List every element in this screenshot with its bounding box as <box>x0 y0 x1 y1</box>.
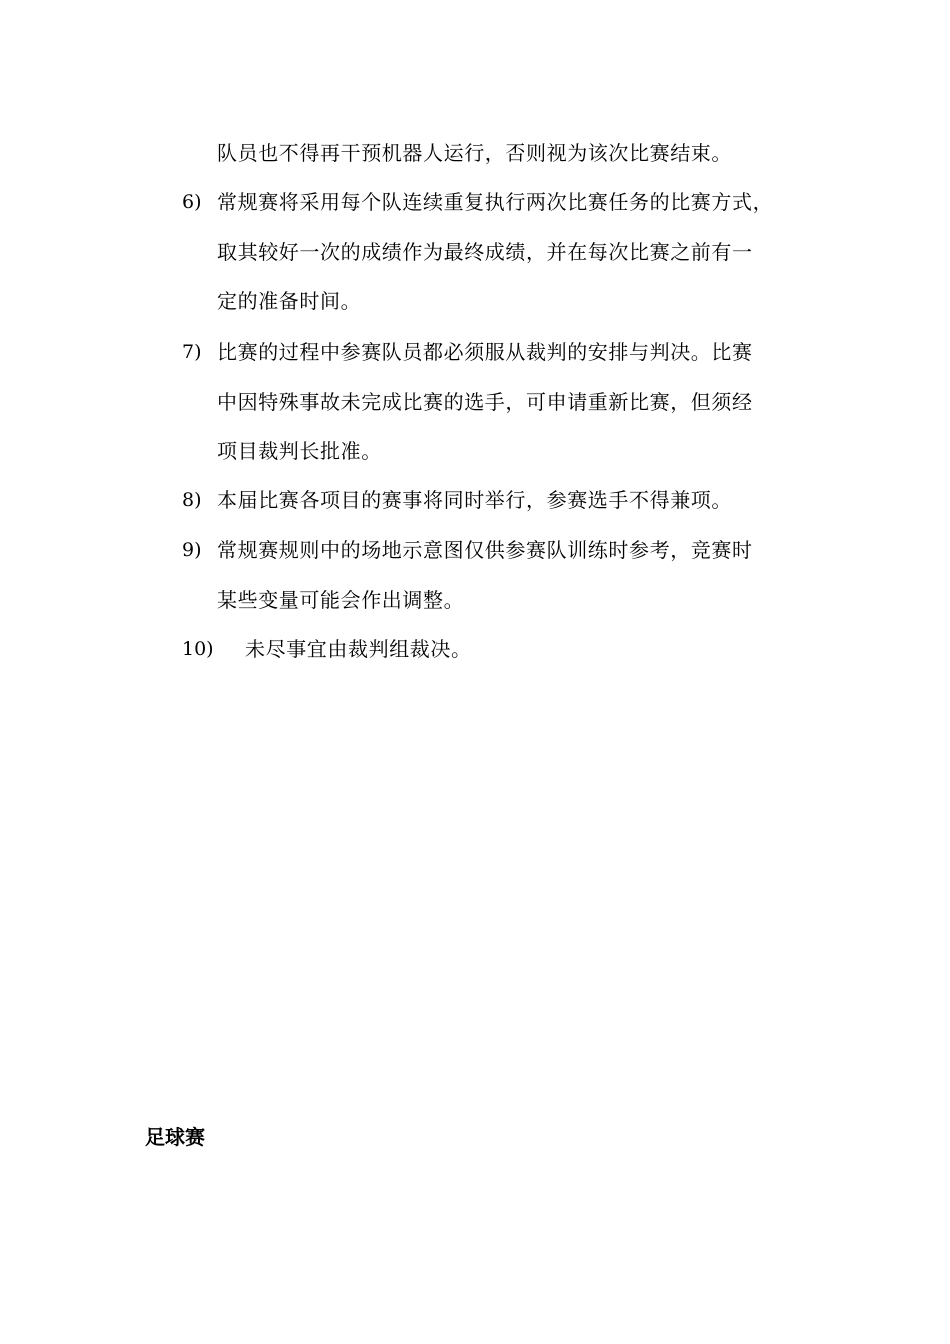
item-6-line-3: 定的准备时间。 <box>217 289 362 313</box>
item-6-number: 6) <box>182 191 202 213</box>
continuation-line: 队员也不得再干预机器人运行，否则视为该次比赛结束。 <box>217 141 732 165</box>
item-9-line-1: 常规赛规则中的场地示意图仅供参赛队训练时参考，竞赛时 <box>217 538 753 562</box>
item-7-line-2: 中因特殊事故未完成比赛的选手，可申请重新比赛，但须经 <box>217 390 753 414</box>
section-heading: 足球赛 <box>145 1125 205 1149</box>
item-8-line-1: 本届比赛各项目的赛事将同时举行，参赛选手不得兼项。 <box>217 488 732 512</box>
item-7-line-3: 项目裁判长批准。 <box>217 439 382 463</box>
item-7-line-1: 比赛的过程中参赛队员都必须服从裁判的安排与判决。比赛 <box>217 340 753 364</box>
item-6-line-1: 常规赛将采用每个队连续重复执行两次比赛任务的比赛方式， <box>217 190 774 214</box>
item-9-number: 9) <box>182 539 202 561</box>
item-7-number: 7) <box>182 341 202 363</box>
item-9-line-2: 某些变量可能会作出调整。 <box>217 588 465 612</box>
item-10-number: 10) <box>182 638 214 660</box>
item-8-number: 8) <box>182 489 202 511</box>
item-6-line-2: 取其较好一次的成绩作为最终成绩，并在每次比赛之前有一 <box>217 240 753 264</box>
item-10-line-1: 未尽事宜由裁判组裁决。 <box>245 637 472 661</box>
